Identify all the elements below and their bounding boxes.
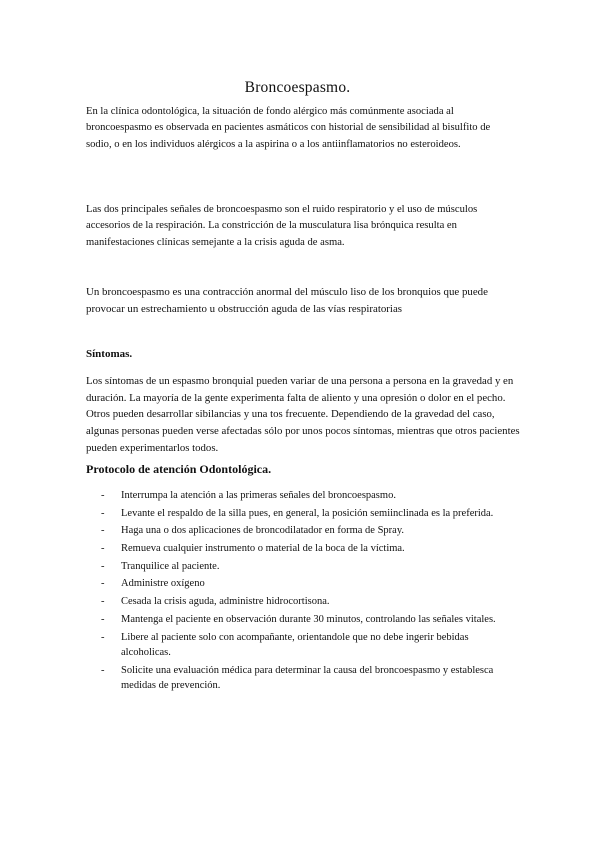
document-title: Broncoespasmo. xyxy=(244,79,351,96)
paragraph-allergic-background: En la clínica odontológica, la situación de fondo alérgico más comúnmente asociada al broncoespasmo es observada en pacientes asmáticos con historial de sensibilidad al bisulfito de sodio, o en los individuos alérgicos a la aspirina o a los antiinflamatorios no esteroideos. xyxy=(86,106,491,150)
step-text: Cesada la crisis aguda, administre hidrocortisona. xyxy=(121,596,330,608)
bullet-dash: - xyxy=(101,596,105,608)
paragraph-main-signs: Las dos principales señales de broncoespasmo son el ruido respiratorio y el uso de músculos accesorios de la respiración. La constricción de la musculatura lisa brónquica resulta en manifestaciones clínicas semejante a la crisis aguda de asma. xyxy=(86,204,478,248)
symptoms-paragraph: Los síntomas de un espasmo bronquial pueden variar de una persona a persona en la gravedad y en duración. La mayoría de la gente experimenta falta de aliento y una opresión o dolor en el pecho. Otros pueden desarrollar sibilancias y una tos frecuente. Dependiendo de la gravedad del caso, algunas personas pueden verse afectadas sólo por unos pocos síntomas, mientras que otros pacientes pueden experimentarlos todos. xyxy=(86,375,520,454)
list-item xyxy=(86,488,516,504)
list-item xyxy=(86,523,516,539)
bullet-dash: - xyxy=(101,613,105,625)
list-item xyxy=(86,559,516,575)
list-item xyxy=(86,594,516,610)
bullet-dash: - xyxy=(101,490,105,501)
step-text: Remueva cualquier instrumento o material de la boca de la víctima. xyxy=(121,543,405,555)
symptoms-heading: Síntomas. xyxy=(86,348,133,360)
step-text: Interrumpa la atención a las primeras señales del broncoespasmo. xyxy=(121,490,396,501)
bullet-dash: - xyxy=(101,543,105,555)
bullet-dash: - xyxy=(101,525,105,537)
bullet-dash: - xyxy=(101,664,105,676)
step-text: Solicite una evaluación médica para determinar la causa del broncoespasmo y establesca medidas de prevención. xyxy=(121,664,494,692)
protocol-heading: Protocolo de atención Odontológica. xyxy=(86,462,272,476)
step-text: Mantenga el paciente en observación durante 30 minutos, controlando las señales vitales. xyxy=(121,613,496,625)
protocol-steps-list xyxy=(86,488,516,696)
bullet-dash: - xyxy=(101,631,105,643)
list-item xyxy=(86,630,516,661)
paragraph-definition: Un broncoespasmo es una contracción anormal del músculo liso de los bronquios que puede provocar un estrechamiento u obstrucción aguda de las vías respiratorias xyxy=(86,286,488,315)
step-text: Levante el respaldo de la silla pues, en general, la posición semiinclinada es la preferida. xyxy=(121,507,494,519)
step-text: Libere al paciente solo con acompañante, orientandole que no debe ingerir bebidas alcoholicas. xyxy=(121,631,469,659)
bullet-dash: - xyxy=(101,578,105,590)
list-item xyxy=(86,506,516,522)
list-item xyxy=(86,576,516,592)
bullet-dash: - xyxy=(101,507,105,519)
step-text: Haga una o dos aplicaciones de broncodilatador en forma de Spray. xyxy=(121,525,405,537)
bullet-dash: - xyxy=(101,560,105,572)
step-text: Tranquilice al paciente. xyxy=(121,560,220,572)
list-item xyxy=(86,612,516,628)
list-item xyxy=(86,663,516,694)
step-text: Administre oxígeno xyxy=(121,578,205,590)
list-item xyxy=(86,541,516,557)
